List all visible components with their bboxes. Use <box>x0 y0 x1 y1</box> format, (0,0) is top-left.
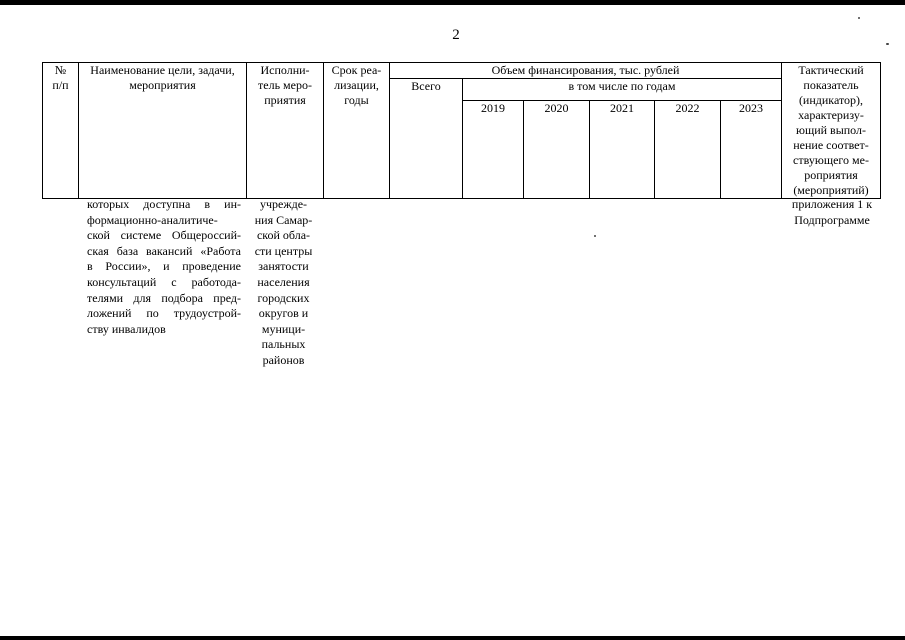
executor-line: муници- <box>261 321 306 336</box>
header-number <box>43 63 79 199</box>
scan-top-edge <box>0 0 905 5</box>
executor-line: ния Самар- <box>254 212 313 227</box>
header-number-line: № <box>54 63 67 77</box>
header-total: Всего <box>390 79 463 199</box>
header-name-line: мероприятия <box>129 78 196 92</box>
executor-line: населения <box>257 274 310 289</box>
header-funding: Объем финансирования, тыс. рублей <box>390 63 782 79</box>
header-year: 2019 <box>463 101 524 199</box>
header-year: 2021 <box>590 101 655 199</box>
header-executor-line: приятия <box>264 93 306 107</box>
indicator-line: Подпрограмме <box>794 212 870 227</box>
header-indicator-line: показатель <box>803 78 859 92</box>
executor-line: округов и <box>258 306 309 321</box>
header-indicator-line: Тактический <box>798 63 864 77</box>
scan-speck <box>594 235 596 237</box>
header-name-line: Наименование цели, задачи, <box>90 63 235 77</box>
header-period-line: лизации, <box>334 78 379 92</box>
financing-table-header <box>42 62 881 199</box>
header-year: 2023 <box>721 101 782 199</box>
header-period-line: годы <box>344 93 369 107</box>
scan-speck <box>886 43 889 45</box>
scan-bottom-edge <box>0 636 905 640</box>
goal-line: ложений по трудоустрой- <box>87 306 241 321</box>
header-executor-line: тель меро- <box>258 78 312 92</box>
goal-line: в России», и проведение <box>87 259 241 274</box>
goal-line: которых доступна в ин- <box>87 197 241 211</box>
goal-line: ской системе Общероссий- <box>87 228 241 243</box>
header-indicator-line: ствующего ме- <box>793 153 869 167</box>
header-by-years: в том числе по годам <box>463 79 782 101</box>
header-name <box>79 63 247 199</box>
header-indicator-line: нение соответ- <box>793 138 869 152</box>
header-indicator-line: (индикатор), <box>798 93 864 107</box>
header-number-line: п/п <box>52 78 69 92</box>
executor-line: занятости <box>258 259 309 274</box>
goal-line: телями для подбора пред- <box>87 290 241 305</box>
goal-line: ская база вакансий «Работа <box>87 243 241 258</box>
executor-line: районов <box>262 352 305 367</box>
indicator-line: приложения 1 к <box>791 197 873 211</box>
goal-line: консультаций с работода- <box>87 274 241 289</box>
executor-line: городских <box>257 290 310 305</box>
goal-description <box>87 197 241 337</box>
executor-line: сти центры <box>254 243 313 258</box>
header-indicator <box>782 63 881 199</box>
indicator-description <box>784 197 880 228</box>
header-period-line: Срок реа- <box>331 63 382 77</box>
goal-line: формационно-аналитиче- <box>87 212 218 227</box>
executor-line: ской обла- <box>256 228 311 243</box>
header-year: 2020 <box>524 101 590 199</box>
header-indicator-line: характеризу- <box>798 108 864 122</box>
executor-description <box>246 197 321 369</box>
goal-line: ству инвалидов <box>87 321 166 336</box>
executor-line: пальных <box>261 337 306 352</box>
header-indicator-line: (мероприятий) <box>793 183 869 197</box>
header-executor <box>247 63 324 199</box>
header-executor-line: Исполни- <box>260 63 310 77</box>
header-year: 2022 <box>655 101 721 199</box>
header-indicator-line: роприятия <box>804 168 858 182</box>
scan-speck <box>858 17 860 19</box>
header-period <box>324 63 390 199</box>
header-indicator-line: ющий выпол- <box>795 123 867 137</box>
page-number: 2 <box>452 27 460 43</box>
executor-line: учрежде- <box>259 197 308 211</box>
